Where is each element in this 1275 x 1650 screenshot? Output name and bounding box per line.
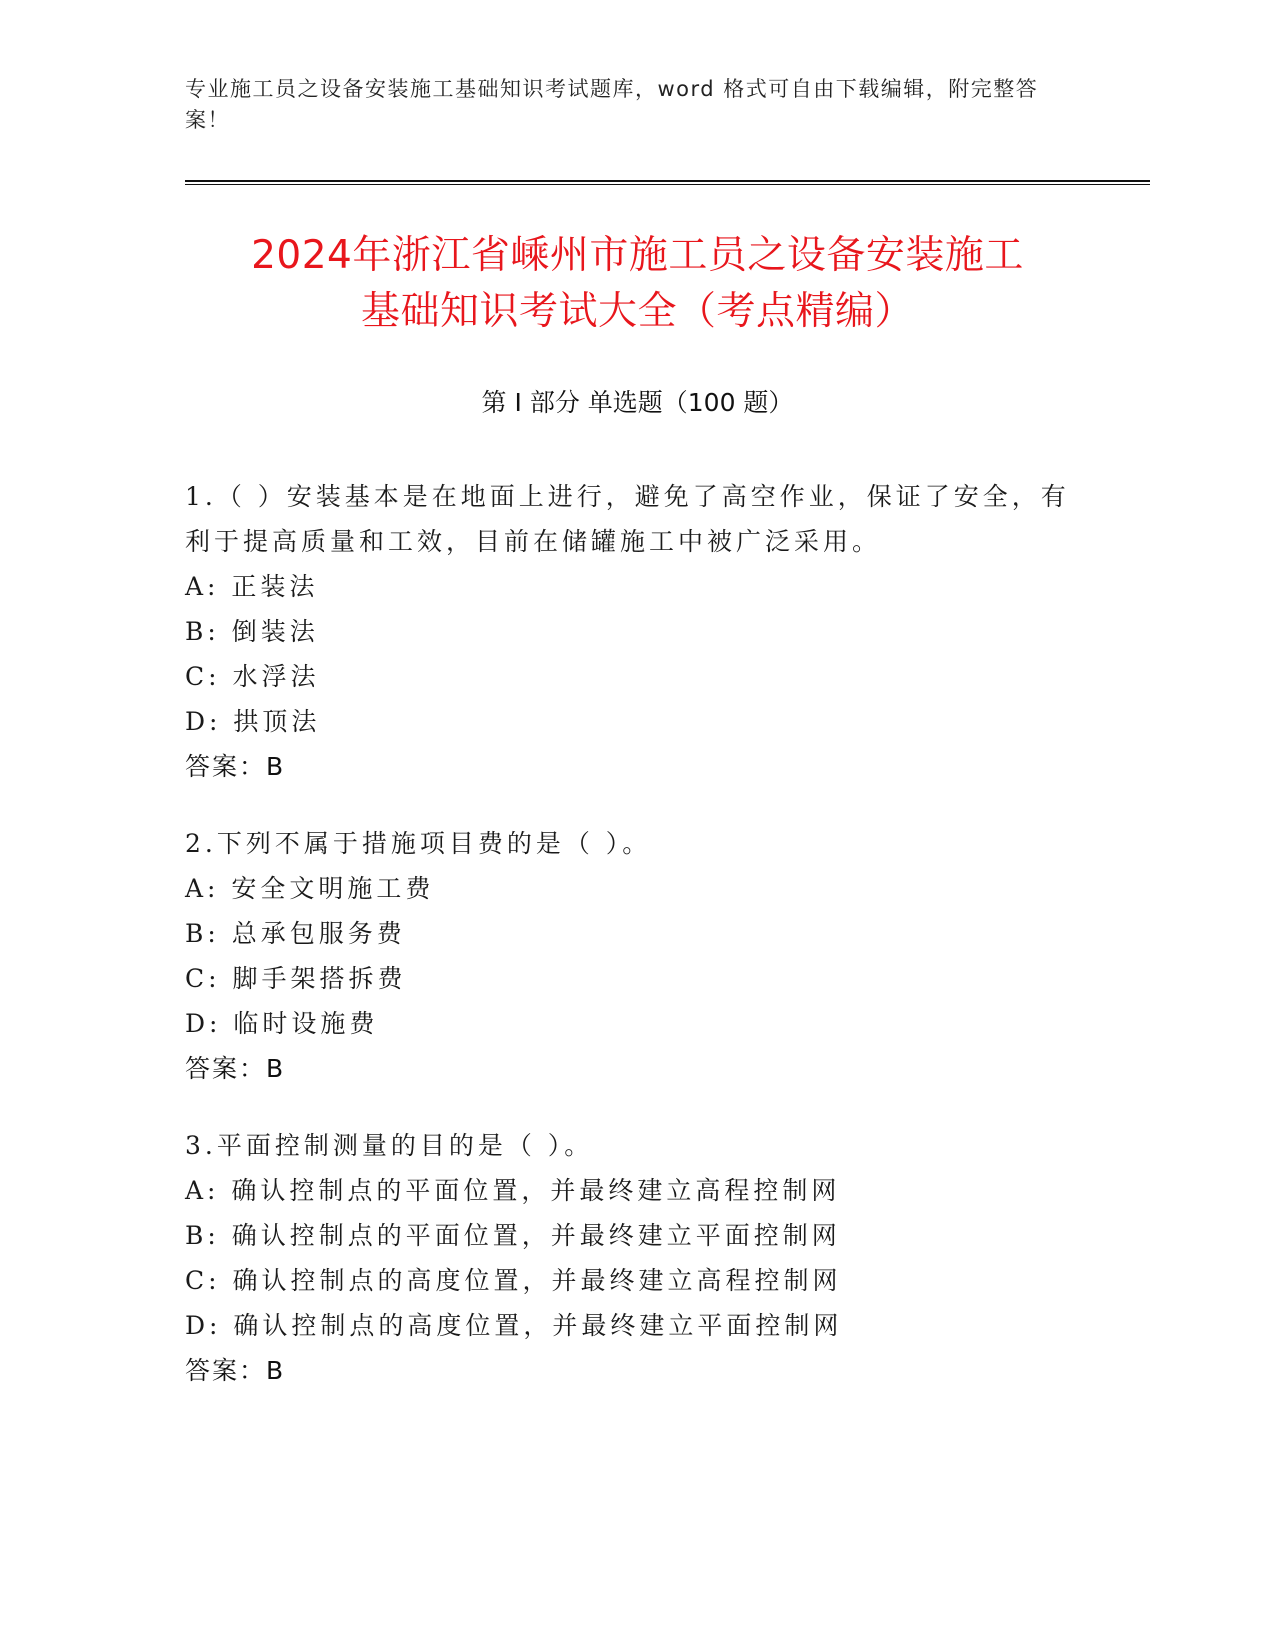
option-c: C: 确认控制点的高度位置，并最终建立高程控制网 [185, 1266, 842, 1295]
document-title-line1: 2024年浙江省嵊州市施工员之设备安装施工 [251, 233, 1024, 278]
option-c: C: 水浮法 [185, 662, 320, 691]
header-note: 专业施工员之设备安装施工基础知识考试题库，word 格式可自由下载编辑，附完整答案！ [185, 77, 1039, 132]
option-a: A: 正装法 [185, 572, 319, 601]
answer-value: B [266, 1356, 284, 1385]
option-a: A: 确认控制点的平面位置，并最终建立高程控制网 [185, 1176, 841, 1205]
question-3 [185, 1123, 1085, 1393]
option-a: A: 安全文明施工费 [185, 874, 435, 903]
answer-line [185, 1348, 1085, 1393]
answer-value: B [266, 752, 284, 781]
question-2 [185, 821, 1085, 1091]
option-d: D: 拱顶法 [185, 707, 321, 736]
option-d: D: 临时设施费 [185, 1009, 379, 1038]
option-d: D: 确认控制点的高度位置，并最终建立平面控制网 [185, 1311, 843, 1340]
header-rule-thick [185, 180, 1150, 182]
question-stem: 2.下列不属于措施项目费的是（ ）。 [185, 829, 652, 858]
answer-line [185, 744, 1085, 789]
question-stem: 1.（ ）安装基本是在地面上进行，避免了高空作业，保证了安全，有利于提高质量和工效，目前在储罐施工中被广泛采用。 [185, 482, 1070, 556]
answer-label: 答案： [185, 1054, 267, 1083]
header-rule-thin [185, 184, 1150, 185]
answer-label: 答案： [185, 1356, 267, 1385]
answer-line [185, 1046, 1085, 1091]
answer-value: B [266, 1054, 284, 1083]
option-b: B: 确认控制点的平面位置，并最终建立平面控制网 [185, 1221, 841, 1250]
question-1 [185, 474, 1085, 789]
question-stem: 3.平面控制测量的目的是（ ）。 [185, 1131, 594, 1160]
document-title-line2: 基础知识考试大全（考点精编） [360, 289, 914, 334]
document-title [170, 228, 1105, 340]
option-c: C: 脚手架搭拆费 [185, 964, 407, 993]
section-heading: 第 I 部分 单选题（100 题） [481, 388, 794, 417]
question-list [185, 474, 1085, 1425]
answer-label: 答案： [185, 752, 267, 781]
option-b: B: 倒装法 [185, 617, 319, 646]
option-b: B: 总承包服务费 [185, 919, 406, 948]
